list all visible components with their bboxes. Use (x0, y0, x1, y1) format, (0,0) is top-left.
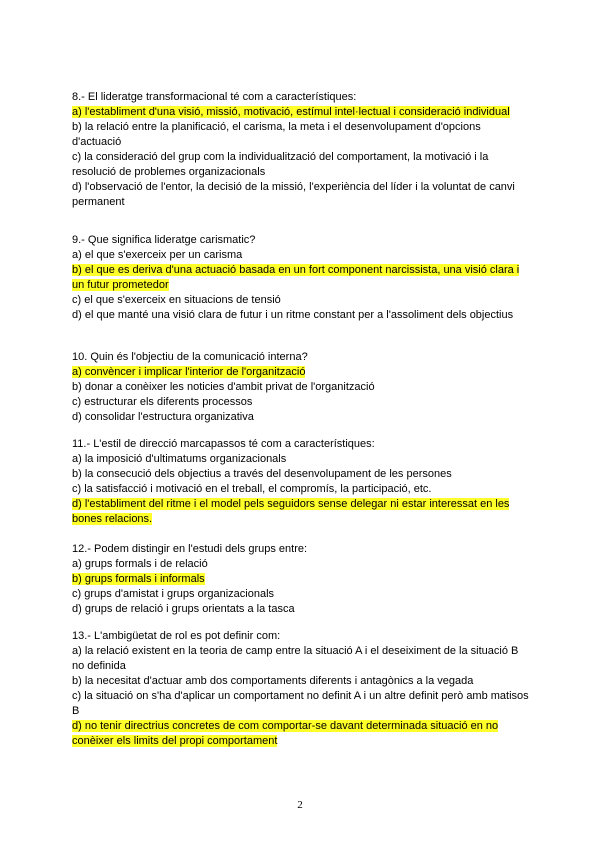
answer-option: c) la situació on s'ha d'aplicar un comportament no definit A i un altre definit però amb matisos B (72, 690, 529, 717)
answer-highlight: a) l'establiment d'una visió, missió, motivació, estímul intel·lectual i consideració individual (72, 106, 510, 118)
answer-option (72, 572, 532, 587)
question-title: 13.- L'ambigüetat de rol es pot definir com: (72, 630, 281, 642)
answer-option (72, 497, 532, 527)
answer-option (72, 263, 532, 293)
answer-option: b) la necesitat d'actuar amb dos comportaments diferents i antagònics a la vegada (72, 675, 474, 687)
question-8 (72, 90, 532, 210)
question-12 (72, 542, 532, 617)
answer-option: b) la relació entre la planificació, el carisma, la meta i el desenvolupament d'opcions d'actuació (72, 121, 481, 148)
question-title: 11.- L'estil de direcció marcapassos té com a característiques: (72, 438, 375, 450)
answer-highlight: b) grups formals i informals (72, 573, 205, 585)
answer-highlight: d) no tenir directrius concretes de com comportar-se davant determinada situació en no conèixer els limits del propi comportament (72, 720, 499, 747)
answer-option: c) estructurar els diferents processos (72, 396, 253, 408)
answer-highlight: b) el que es deriva d'una actuació basada en un fort component narcissista, una visió clara i un futur prometedor (72, 264, 520, 291)
question-11 (72, 437, 532, 527)
question-10 (72, 350, 532, 425)
answer-highlight: a) convèncer i implicar l'interior de l'organització (72, 366, 306, 378)
question-9 (72, 233, 532, 323)
question-title: 10. Quin és l'objectiu de la comunicació interna? (72, 351, 308, 363)
answer-option: c) la satisfacció i motivació en el treball, el compromís, la participació, etc. (72, 483, 432, 495)
answer-option: b) la consecució dels objectius a través del desenvolupament de les persones (72, 468, 452, 480)
question-13 (72, 629, 532, 749)
answer-option: c) el que s'exerceix en situacions de tensió (72, 294, 281, 306)
answer-option (72, 719, 532, 749)
answer-option: b) donar a conèixer les noticies d'ambit privat de l'organització (72, 381, 375, 393)
answer-option: c) la consideració del grup com la individualització del comportament, la motivació i la resolució de problemes organizacionals (72, 151, 489, 178)
answer-option: d) l'observació de l'entor, la decisió de la missió, l'experiència del líder i la voluntat de canvi permanent (72, 181, 515, 208)
answer-option: a) grups formals i de relació (72, 558, 208, 570)
answer-option: d) grups de relació i grups orientats a la tasca (72, 603, 295, 615)
answer-option: a) la imposició d'ultimatums organizacionals (72, 453, 287, 465)
answer-option: c) grups d'amistat i grups organizacionals (72, 588, 275, 600)
answer-option: d) el que manté una visió clara de futur i un ritme constant per a l'assoliment dels objectius (72, 309, 514, 321)
question-title: 9.- Que significa lideratge carismatic? (72, 234, 256, 246)
answer-option: d) consolidar l'estructura organizativa (72, 411, 254, 423)
question-title: 12.- Podem distingir en l'estudi dels grups entre: (72, 543, 308, 555)
answer-option: a) la relació existent en la teoria de camp entre la situació A i el deseiximent de la situació B no definida (72, 645, 519, 672)
answer-option (72, 105, 532, 120)
answer-option (72, 365, 532, 380)
answer-highlight: d) l'establiment del ritme i el model pels seguidors sense delegar ni estar interessat en les bones relacions. (72, 498, 510, 525)
question-title: 8.- El lideratge transformacional té com a característiques: (72, 91, 357, 103)
page-number: 2 (297, 799, 303, 811)
answer-option: a) el que s'exerceix per un carisma (72, 249, 243, 261)
